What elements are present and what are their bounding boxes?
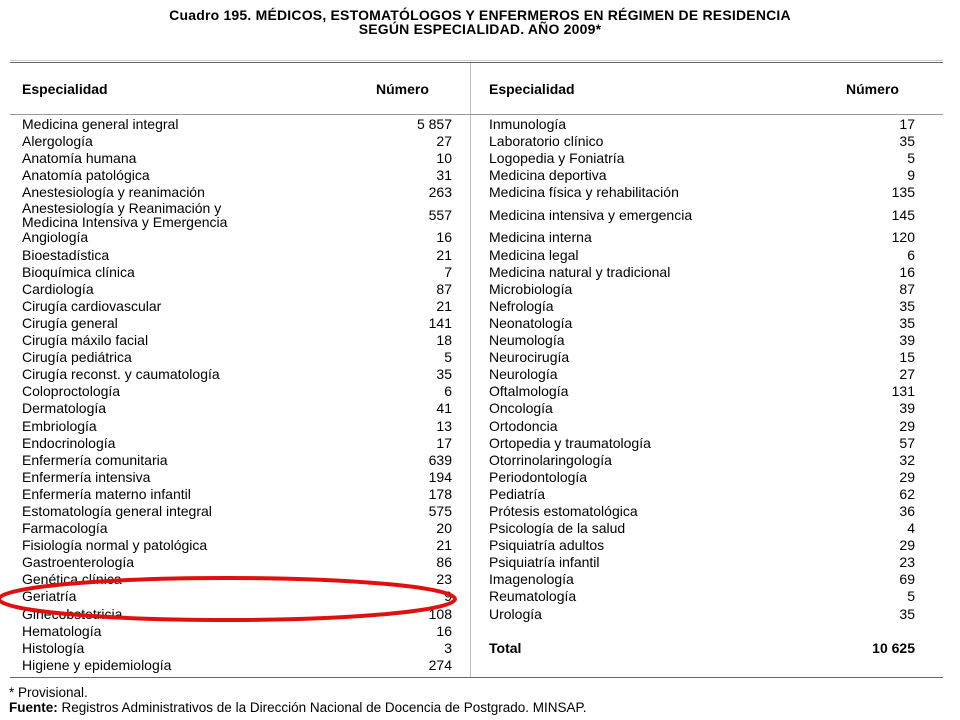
specialty-count: 15	[899, 349, 915, 366]
source-text: Registros Administrativos de la Dirección Nacional de Docencia de Postgrado. MINSAP.	[57, 700, 587, 715]
specialty-count: 35	[899, 133, 915, 150]
specialty-count: 135	[891, 184, 915, 201]
table-row	[22, 315, 452, 332]
right-specialty-header: Especialidad	[489, 81, 575, 97]
specialty-count: 31	[436, 167, 452, 184]
specialty-name: Prótesis estomatológica	[489, 502, 638, 519]
provisional-footnote: * Provisional.	[9, 685, 88, 700]
table-row	[22, 571, 452, 588]
specialty-name: Nefrología	[489, 297, 554, 314]
total-label: Total	[489, 640, 522, 656]
specialty-name: Oncología	[489, 400, 553, 417]
specialty-name: Enfermería materno infantil	[22, 485, 191, 502]
specialty-name: Bioquímica clínica	[22, 263, 135, 280]
specialty-name: Microbiología	[489, 280, 573, 297]
specialty-count: 17	[436, 434, 452, 451]
table-row	[22, 167, 452, 184]
table-row	[489, 400, 915, 417]
specialty-count: 86	[436, 554, 452, 571]
table-row	[22, 247, 452, 264]
specialty-name-line-1: Anestesiología y Reanimación y	[22, 200, 222, 217]
table-row	[489, 229, 915, 246]
specialty-count: 21	[436, 297, 452, 314]
specialty-count: 29	[899, 417, 915, 434]
specialty-name: Estomatología general integral	[22, 502, 212, 519]
right-number-header: Número	[846, 81, 899, 97]
table-row	[489, 520, 915, 537]
table-row	[489, 588, 915, 605]
table-row	[22, 588, 452, 605]
source-label: Fuente:	[9, 700, 58, 715]
specialty-count: 16	[899, 263, 915, 280]
table-row	[22, 349, 452, 366]
table-row	[22, 298, 452, 315]
specialty-count: 69	[899, 571, 915, 588]
table-row	[489, 298, 915, 315]
specialty-name	[22, 201, 227, 229]
specialty-name: Psiquiatría adultos	[489, 537, 605, 554]
table-row	[22, 332, 452, 349]
specialty-name: Embriología	[22, 417, 97, 434]
table-row	[489, 554, 915, 571]
table-row	[489, 452, 915, 469]
specialty-count: 4	[907, 520, 915, 537]
specialty-name: Angiología	[22, 229, 89, 246]
specialty-name: Ortodoncia	[489, 417, 558, 434]
table-row	[489, 167, 915, 184]
specialty-name: Medicina intensiva y emergencia	[489, 207, 693, 224]
table-row	[489, 184, 915, 201]
specialty-count: 6	[907, 246, 915, 263]
specialty-count: 5	[444, 349, 452, 366]
header-rule	[10, 114, 943, 115]
specialty-name: Ginecobstetricia	[22, 605, 123, 622]
table-row	[489, 133, 915, 150]
specialty-count: 194	[428, 468, 452, 485]
specialty-name: Medicina deportiva	[489, 167, 607, 184]
specialty-count: 575	[428, 502, 452, 519]
specialty-count: 141	[428, 314, 452, 331]
specialty-count: 87	[899, 280, 915, 297]
specialty-count: 274	[428, 656, 452, 673]
specialty-name: Medicina legal	[489, 246, 579, 263]
table-row	[22, 133, 452, 150]
table-row	[489, 264, 915, 281]
table-row	[22, 486, 452, 503]
specialty-name: Medicina natural y tradicional	[489, 263, 671, 280]
table-row	[22, 264, 452, 281]
specialty-name: Imagenología	[489, 571, 574, 588]
table-row	[489, 349, 915, 366]
specialty-name: Medicina física y rehabilitación	[489, 184, 679, 201]
specialty-count: 17	[899, 116, 915, 132]
specialty-name: Endocrinología	[22, 434, 116, 451]
specialty-count: 7	[444, 263, 452, 280]
specialty-name: Neonatología	[489, 314, 573, 331]
table-row	[489, 486, 915, 503]
top-rule	[10, 62, 943, 63]
specialty-name: Hematología	[22, 622, 102, 639]
specialty-count: 27	[436, 133, 452, 150]
specialty-count: 131	[891, 383, 915, 400]
specialty-count: 62	[899, 485, 915, 502]
specialty-name: Fisiología normal y patológica	[22, 537, 208, 554]
column-divider	[470, 63, 471, 677]
specialty-count: 21	[436, 246, 452, 263]
specialty-count: 3	[444, 639, 452, 656]
table-row	[22, 452, 452, 469]
table-row	[489, 435, 915, 452]
table-row	[489, 606, 915, 623]
table-row	[489, 571, 915, 588]
specialty-count: 39	[899, 332, 915, 349]
left-specialty-header: Especialidad	[22, 81, 108, 97]
specialty-name: Otorrinolaringología	[489, 451, 612, 468]
specialty-count: 35	[436, 366, 452, 383]
specialty-name: Gastroenterología	[22, 554, 135, 571]
table-title-line-1: Cuadro 195. MÉDICOS, ESTOMATÓLOGOS Y ENFERMEROS EN RÉGIMEN DE RESIDENCIA	[169, 7, 791, 23]
specialty-count: 23	[899, 554, 915, 571]
table-title-line-2: SEGÚN ESPECIALIDAD. AÑO 2009*	[358, 21, 602, 37]
specialty-count: 18	[436, 332, 452, 349]
specialty-name: Dermatología	[22, 400, 107, 417]
specialty-name: Oftalmología	[489, 383, 569, 400]
specialty-count: 9	[907, 167, 915, 184]
table-row	[489, 150, 915, 167]
specialty-name: Neurocirugía	[489, 349, 570, 366]
specialty-name: Enfermería intensiva	[22, 468, 151, 485]
table-row	[22, 623, 452, 640]
table-row	[489, 537, 915, 554]
table-row	[489, 247, 915, 264]
table-row	[489, 201, 915, 229]
specialty-count: 29	[899, 537, 915, 554]
table-row	[489, 383, 915, 400]
specialty-count: 9	[444, 588, 452, 605]
specialty-name: Urología	[489, 605, 542, 622]
specialty-count: 5 857	[416, 116, 452, 132]
specialty-name: Medicina general integral	[22, 116, 179, 132]
specialty-count: 145	[891, 207, 915, 224]
specialty-count: 39	[899, 400, 915, 417]
table-row	[489, 366, 915, 383]
specialty-name: Alergología	[22, 133, 93, 150]
specialty-name: Cirugía cardiovascular	[22, 297, 162, 314]
table-row	[489, 116, 915, 133]
specialty-name: Cirugía máxilo facial	[22, 332, 149, 349]
specialty-name: Geriatría	[22, 588, 77, 605]
total-value: 10 625	[872, 640, 915, 656]
source-footnote	[9, 700, 587, 715]
specialty-count: 5	[907, 150, 915, 167]
specialty-name: Neurología	[489, 366, 558, 383]
left-specialty-list	[22, 116, 452, 674]
bottom-rule	[10, 677, 943, 678]
specialty-name: Anatomía humana	[22, 150, 137, 167]
specialty-name: Psicología de la salud	[489, 520, 626, 537]
specialty-count: 263	[428, 184, 452, 201]
table-row	[489, 469, 915, 486]
specialty-count: 10	[436, 150, 452, 167]
specialty-name: Inmunología	[489, 116, 567, 132]
specialty-count: 27	[899, 366, 915, 383]
specialty-name: Laboratorio clínico	[489, 133, 604, 150]
table-row	[489, 281, 915, 298]
specialty-count: 29	[899, 468, 915, 485]
table-row	[22, 281, 452, 298]
specialty-name: Pediatría	[489, 485, 546, 502]
table-row	[22, 554, 452, 571]
specialty-count: 21	[436, 537, 452, 554]
table-row	[22, 150, 452, 167]
specialty-name: Histología	[22, 639, 85, 656]
specialty-name-line-2: Medicina Intensiva y Emergencia	[22, 214, 228, 231]
table-row	[22, 606, 452, 623]
table-row	[22, 383, 452, 400]
specialty-name: Cirugía pediátrica	[22, 349, 132, 366]
table-row	[22, 469, 452, 486]
table-row	[22, 184, 452, 201]
right-specialty-list	[489, 116, 915, 623]
specialty-count: 87	[436, 280, 452, 297]
specialty-name: Cirugía reconst. y caumatología	[22, 366, 220, 383]
table-row	[22, 366, 452, 383]
specialty-name: Logopedia y Foniatría	[489, 150, 625, 167]
specialty-count: 35	[899, 314, 915, 331]
specialty-count: 120	[891, 229, 915, 246]
specialty-name: Periodontología	[489, 468, 588, 485]
specialty-name: Coloproctología	[22, 383, 121, 400]
specialty-count: 35	[899, 605, 915, 622]
specialty-name: Anestesiología y reanimación	[22, 184, 205, 201]
specialty-count: 5	[907, 588, 915, 605]
specialty-count: 20	[436, 520, 452, 537]
specialty-count: 41	[436, 400, 452, 417]
specialty-name: Cirugía general	[22, 314, 118, 331]
specialty-name: Farmacología	[22, 520, 108, 537]
table-row	[489, 315, 915, 332]
top-thin-rule	[10, 60, 943, 61]
left-number-header: Número	[376, 81, 429, 97]
table-row	[22, 435, 452, 452]
table-row	[22, 400, 452, 417]
specialty-count: 16	[436, 622, 452, 639]
table-row	[22, 657, 452, 674]
specialty-count: 639	[428, 451, 452, 468]
table-row	[22, 201, 452, 229]
specialty-count: 178	[428, 485, 452, 502]
specialty-name: Enfermería comunitaria	[22, 451, 168, 468]
specialty-count: 36	[899, 502, 915, 519]
specialty-name: Cardiología	[22, 280, 94, 297]
specialty-count: 57	[899, 434, 915, 451]
table-row	[22, 520, 452, 537]
table-row	[22, 229, 452, 246]
table-row	[22, 640, 452, 657]
specialty-name: Psiquiatría infantil	[489, 554, 600, 571]
specialty-count: 557	[428, 207, 452, 224]
specialty-count: 6	[444, 383, 452, 400]
table-row	[22, 116, 452, 133]
specialty-count: 32	[899, 451, 915, 468]
specialty-name: Bioestadística	[22, 246, 110, 263]
specialty-name: Neumología	[489, 332, 565, 349]
table-row	[489, 332, 915, 349]
specialty-count: 35	[899, 297, 915, 314]
table-row	[22, 418, 452, 435]
specialty-name: Medicina interna	[489, 229, 592, 246]
specialty-count: 108	[428, 605, 452, 622]
specialty-name: Anatomía patológica	[22, 167, 150, 184]
table-row	[489, 418, 915, 435]
specialty-name: Genética clínica	[22, 571, 122, 588]
table-row	[489, 503, 915, 520]
specialty-name: Reumatología	[489, 588, 577, 605]
table-row	[22, 503, 452, 520]
specialty-name: Higiene y epidemiología	[22, 656, 172, 673]
table-row	[22, 537, 452, 554]
specialty-count: 23	[436, 571, 452, 588]
specialty-count: 16	[436, 229, 452, 246]
specialty-name: Ortopedia y traumatología	[489, 434, 651, 451]
specialty-count: 13	[436, 417, 452, 434]
